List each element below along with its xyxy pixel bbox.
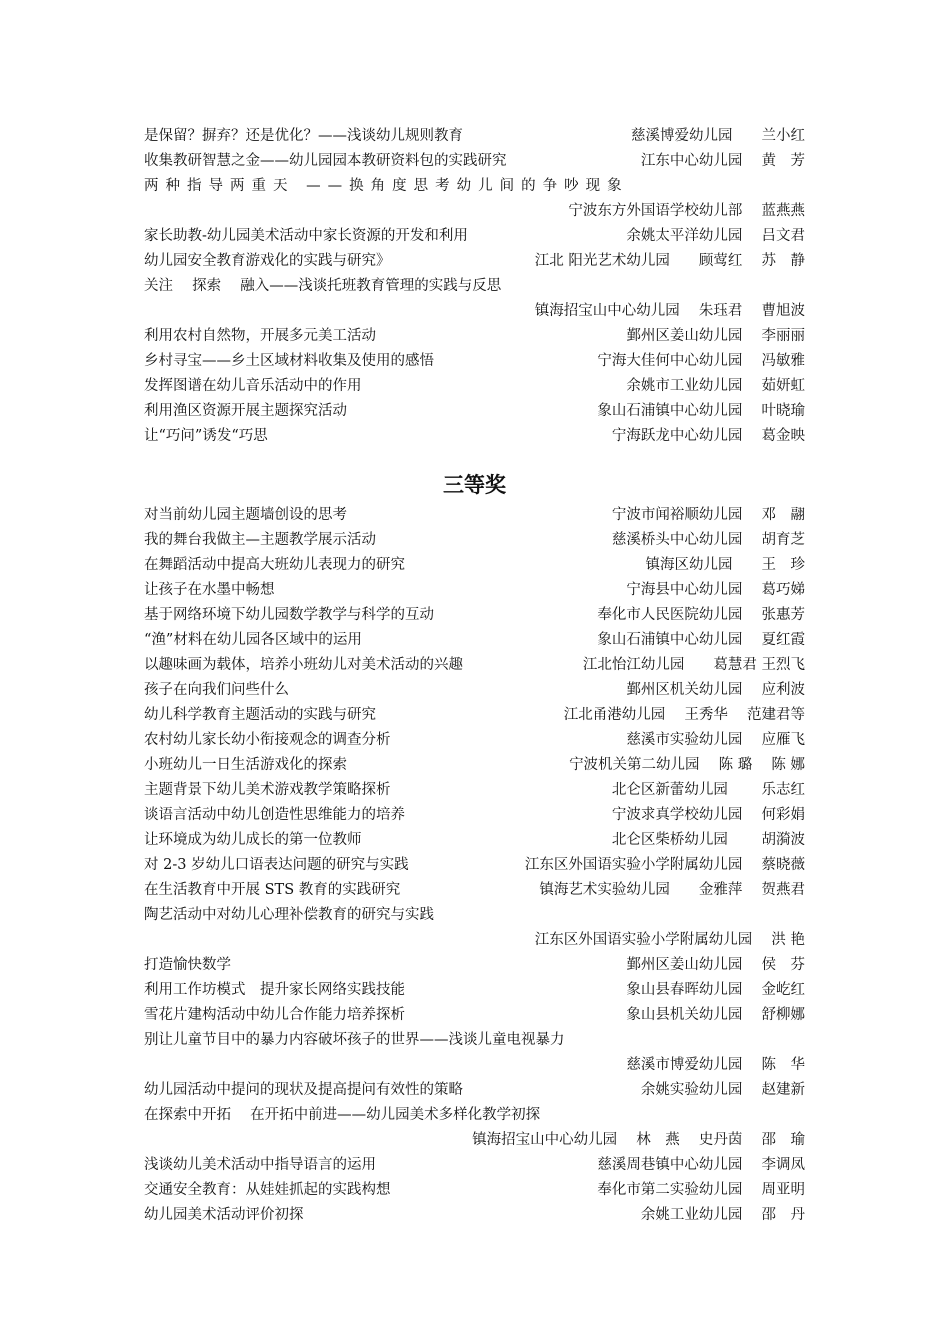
- entry-author: 象山县春晖幼儿园 金屹红: [626, 982, 805, 998]
- entry-row: [144, 224, 805, 249]
- entry-title: 乡村寻宝——乡土区域材料收集及使用的感悟: [144, 353, 434, 369]
- entry-row: [144, 778, 805, 803]
- entry-author: 慈溪市博爱幼儿园 陈 华: [626, 1057, 805, 1073]
- entry-title: 幼儿园安全教育游戏化的实践与研究》: [144, 253, 391, 269]
- entry-title: 让“巧问”诱发“巧思: [144, 428, 268, 444]
- entry-row: [144, 424, 805, 449]
- entry-author: 镇海艺术实验幼儿园 金雅萍 贺燕君: [539, 882, 805, 898]
- entry-title: 幼儿园美术活动评价初探: [144, 1207, 304, 1223]
- entry-row: [144, 628, 805, 653]
- entry-author: 镇海招宝山中心幼儿园 朱珏君 曹旭波: [534, 303, 805, 319]
- entry-row: [144, 503, 805, 528]
- entry-row: [144, 878, 805, 903]
- entry-title: 收集教研智慧之金——幼儿园园本教研资料包的实践研究: [144, 153, 507, 169]
- section-heading: 三等奖: [443, 473, 506, 497]
- entry-author: 北仑区柴桥幼儿园 胡漪波: [611, 832, 805, 848]
- entry-author: 余姚太平洋幼儿园 吕文君: [626, 228, 805, 244]
- entry-row: [144, 953, 805, 978]
- entry-title: 是保留？摒弃？还是优化？——浅谈幼儿规则教育: [144, 128, 463, 144]
- entry-row: [144, 324, 805, 349]
- entry-author: 宁波求真学校幼儿园 何彩娟: [611, 807, 805, 823]
- entry-title: 我的舞台我做主—主题教学展示活动: [144, 532, 376, 548]
- entry-title: 关注 探索 融入——浅谈托班教育管理的实践与反思: [144, 278, 502, 294]
- entry-author: 奉化市第二实验幼儿园 周亚明: [597, 1182, 805, 1198]
- entry-title: 让环境成为幼儿成长的第一位教师: [144, 832, 362, 848]
- entry-author: 余姚市工业幼儿园 茹妍虹: [626, 378, 805, 394]
- entry-author: 镇海招宝山中心幼儿园 林 燕 史丹茵 邵 瑜: [472, 1132, 805, 1148]
- entry-row: [144, 728, 805, 753]
- entry-row: [144, 149, 805, 174]
- entry-title: 小班幼儿一日生活游戏化的探索: [144, 757, 347, 773]
- entry-title: 主题背景下幼儿美术游戏教学策略探析: [144, 782, 391, 798]
- section-gap: [144, 449, 805, 467]
- entry-row: [144, 978, 805, 1003]
- entry-author: 宁海大佳何中心幼儿园 冯敏雅: [597, 353, 805, 369]
- entry-title: 在生活教育中开展 STS 教育的实践研究: [144, 882, 401, 898]
- entry-row: [144, 249, 805, 274]
- entry-row: [144, 578, 805, 603]
- entry-title: 陶艺活动中对幼儿心理补偿教育的研究与实践: [144, 907, 434, 923]
- entry-author-line: [144, 1053, 805, 1078]
- entry-title: 打造愉快数学: [144, 957, 231, 973]
- entry-author: 北仑区新蕾幼儿园 乐志红: [611, 782, 805, 798]
- entry-title: 谈语言活动中幼儿创造性思维能力的培养: [144, 807, 405, 823]
- entry-row: [144, 1178, 805, 1203]
- entry-row: [144, 399, 805, 424]
- award-list: [144, 124, 805, 1228]
- entry-title: 对当前幼儿园主题墙创设的思考: [144, 507, 347, 523]
- entry-row: [144, 1203, 805, 1228]
- entry-title: 别让儿童节目中的暴力内容破坏孩子的世界——浅谈儿童电视暴力: [144, 1032, 565, 1048]
- entry-title: 在舞蹈活动中提高大班幼儿表现力的研究: [144, 557, 405, 573]
- entry-title: 农村幼儿家长幼小衔接观念的调查分析: [144, 732, 391, 748]
- entry-row: [144, 703, 805, 728]
- entry-row: [144, 1153, 805, 1178]
- entry-author: 鄞州区姜山幼儿园 侯 芬: [626, 957, 805, 973]
- entry-author: 奉化市人民医院幼儿园 张惠芳: [597, 607, 805, 623]
- entry-row: [144, 653, 805, 678]
- entry-row: [144, 678, 805, 703]
- entry-author: 象山县机关幼儿园 舒柳娜: [626, 1007, 805, 1023]
- entry-title: 幼儿科学教育主题活动的实践与研究: [144, 707, 376, 723]
- entry-author: 慈溪市实验幼儿园 应雁飞: [626, 732, 805, 748]
- entry-title: 交通安全教育：从娃娃抓起的实践构想: [144, 1182, 391, 1198]
- entry-author: 江北怡江幼儿园 葛慧君 王烈飞: [582, 657, 805, 673]
- entry-row: [144, 803, 805, 828]
- entry-row: [144, 528, 805, 553]
- entry-title: 让孩子在水墨中畅想: [144, 582, 275, 598]
- entry-author: 宁波市闻裕顺幼儿园 邓 翮: [611, 507, 805, 523]
- entry-author: 宁波机关第二幼儿园 陈 璐 陈 娜: [569, 757, 805, 773]
- entry-title: 在探索中开拓 在开拓中前进——幼儿园美术多样化教学初探: [144, 1107, 541, 1123]
- entry-row: [144, 349, 805, 374]
- entry-title: 孩子在向我们问些什么: [144, 682, 289, 698]
- entry-title: 两种指导两重天 ——换角度思考幼儿间的争吵现象: [144, 178, 629, 194]
- entry-author: 镇海区幼儿园 王 珍: [645, 557, 805, 573]
- entry-author: 鄞州区机关幼儿园 应利波: [626, 682, 805, 698]
- entry-title: 家长助教-幼儿园美术活动中家长资源的开发和利用: [144, 228, 468, 244]
- entry-author: 宁海县中心幼儿园 葛巧娣: [626, 582, 805, 598]
- entry-author: 慈溪周巷镇中心幼儿园 李调凤: [597, 1157, 805, 1173]
- entry-author: 江北甬港幼儿园 王秀华 范建君等: [563, 707, 805, 723]
- entry-author: 象山石浦镇中心幼儿园 夏红霞: [597, 632, 805, 648]
- entry-row: [144, 1078, 805, 1103]
- entry-title: 幼儿园活动中提问的现状及提高提问有效性的策略: [144, 1082, 463, 1098]
- entry-author: 象山石浦镇中心幼儿园 叶晓瑜: [597, 403, 805, 419]
- entry-row: [144, 174, 805, 199]
- entry-title: 对 2-3 岁幼儿口语表达问题的研究与实践: [144, 857, 409, 873]
- entry-row: [144, 853, 805, 878]
- entry-row: [144, 1103, 805, 1128]
- entry-title: 利用渔区资源开展主题探究活动: [144, 403, 347, 419]
- entry-title: 利用农村自然物，开展多元美工活动: [144, 328, 376, 344]
- entry-title: 以趣味画为载体，培养小班幼儿对美术活动的兴趣: [144, 657, 463, 673]
- entry-row: [144, 828, 805, 853]
- entry-author: 宁波东方外国语学校幼儿部 蓝燕燕: [568, 203, 805, 219]
- entry-title: 利用工作坊模式 提升家长网络实践技能: [144, 982, 405, 998]
- entry-author-line: [144, 928, 805, 953]
- entry-author: 鄞州区姜山幼儿园 李丽丽: [626, 328, 805, 344]
- entry-author: 余姚实验幼儿园 赵建新: [640, 1082, 805, 1098]
- entry-row: [144, 274, 805, 299]
- entry-row: [144, 1028, 805, 1053]
- entry-row: [144, 753, 805, 778]
- entry-author: 江东区外国语实验小学附属幼儿园 蔡晓薇: [524, 857, 805, 873]
- entry-author-line: [144, 1128, 805, 1153]
- entry-row: [144, 603, 805, 628]
- entry-author: 慈溪博爱幼儿园 兰小红: [631, 128, 805, 144]
- entry-row: [144, 374, 805, 399]
- entry-title: “渔”材料在幼儿园各区域中的运用: [144, 632, 362, 648]
- entry-title: 雪花片建构活动中幼儿合作能力培养探析: [144, 1007, 405, 1023]
- entry-title: 浅谈幼儿美术活动中指导语言的运用: [144, 1157, 376, 1173]
- entry-row: [144, 124, 805, 149]
- entry-author: 慈溪桥头中心幼儿园 胡育芝: [611, 532, 805, 548]
- entry-author: 江东区外国语实验小学附属幼儿园 洪 艳: [534, 932, 805, 948]
- entry-title: 发挥图谱在幼儿音乐活动中的作用: [144, 378, 362, 394]
- entry-row: [144, 903, 805, 928]
- entry-author: 江北 阳光艺术幼儿园 顾莺红 苏 静: [534, 253, 805, 269]
- entry-author: 江东中心幼儿园 黄 芳: [640, 153, 805, 169]
- entry-title: 基于网络环境下幼儿园数学教学与科学的互动: [144, 607, 434, 623]
- entry-author: 宁海跃龙中心幼儿园 葛金映: [611, 428, 805, 444]
- entry-author-line: [144, 199, 805, 224]
- entry-author: 余姚工业幼儿园 邵 丹: [640, 1207, 805, 1223]
- entry-row: [144, 1003, 805, 1028]
- entry-author-line: [144, 299, 805, 324]
- entry-row: [144, 553, 805, 578]
